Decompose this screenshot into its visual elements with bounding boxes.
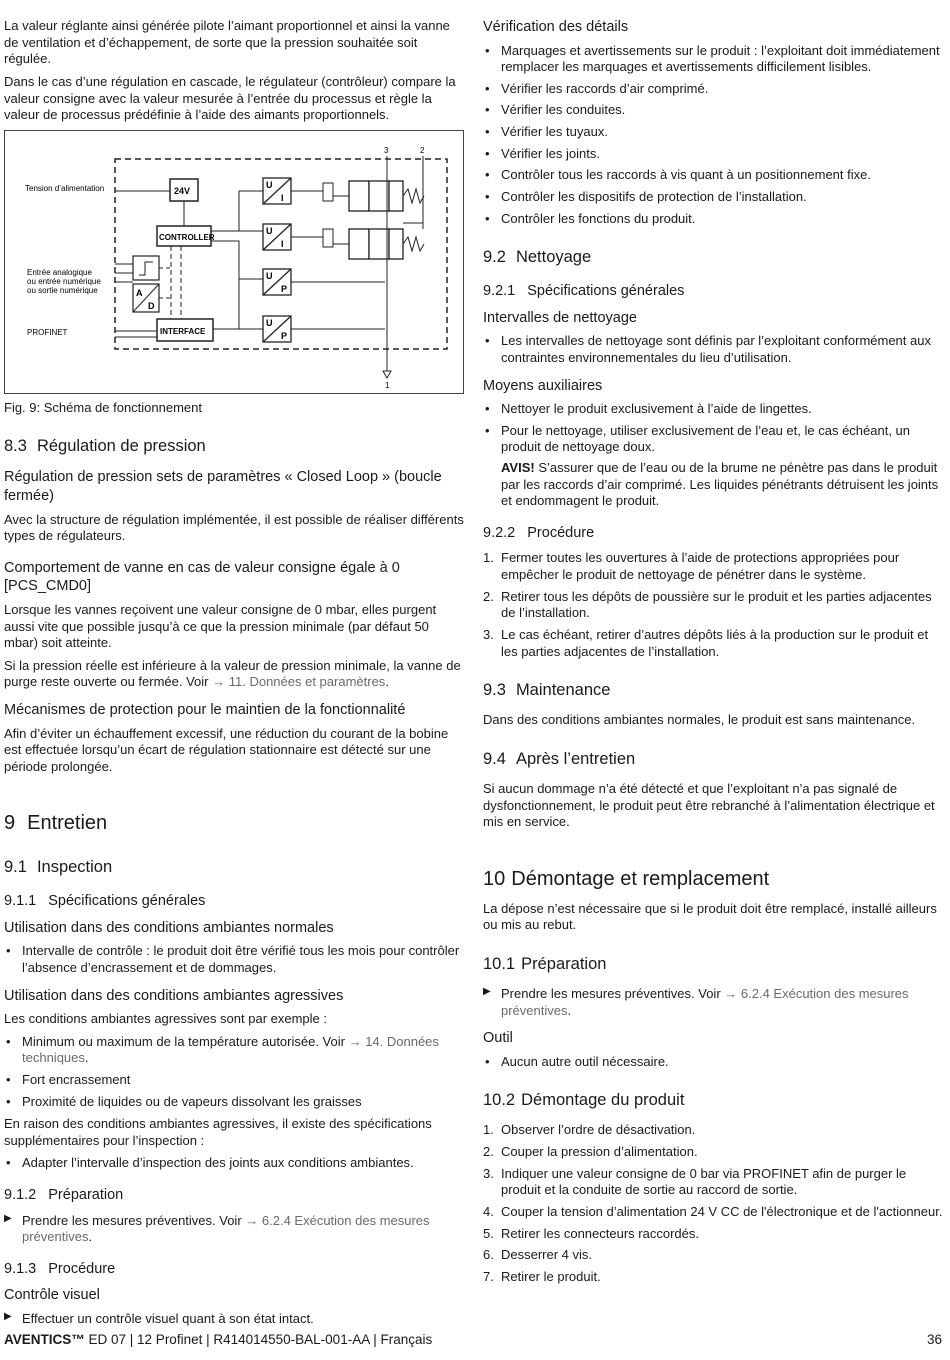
figure-caption: Fig. 9: Schéma de fonctionnement [4, 399, 203, 415]
heading-9-1-2: 9.1.2 Préparation [4, 1187, 124, 1204]
link-tech-data[interactable]: → 14. Données techniques [22, 1033, 439, 1066]
heading-clean-interval: Intervalles de nettoyage [483, 309, 637, 326]
svg-text:U: U [266, 270, 273, 281]
paragraph: Les conditions ambiantes agressives sont par exemple : [4, 1011, 328, 1027]
page-footer [4, 1331, 942, 1348]
heading-9-1: 9.1 Inspection [4, 858, 113, 877]
paragraph: Lorsque les vannes reçoivent une valeur consigne de 0 mbar, elles purgent aussi vite que possible jusqu’à ce que la pression minimale (par défaut 50 mbar) soit atteinte. [4, 601, 437, 651]
link-data-params[interactable]: → 11. Données et paramètres [212, 674, 386, 690]
list-item: • Vérifier les joints. [483, 146, 945, 163]
heading-verification: Vérification des détails [483, 19, 629, 35]
paragraph: Afin d’éviter un échauffement excessif, une réduction du courant de la bobine est effectuée lorsqu’un écart de régulation stationnaire est détecté sur une période prolongée. [4, 725, 449, 774]
paragraph: Avec la structure de régulation implémentée, il est possible de réaliser différents types de régulateurs. [4, 511, 464, 544]
heading-10-1: 10.1 Préparation [483, 954, 607, 973]
paragraph: En raison des conditions ambiantes agressives, il existe des spécifications supplémentaires pour l’inspection : [4, 1116, 432, 1148]
list-item: 4. Couper la tension d’alimentation 24 V CC de l'électronique et de l'actionneur. [483, 1203, 943, 1219]
paragraph: La valeur réglante ainsi générée pilote l’aimant proportionnel et ainsi la vanne de ventilation et d’échappement, de sorte que la pression souhaitée soit régulée. [4, 18, 450, 67]
heading-aids: Moyens auxiliaires [483, 377, 603, 394]
heading-10-2: 10.2 Démontage du produit [483, 1091, 685, 1110]
list-item: • Nettoyer le produit exclusivement à l’aide de lingettes. [483, 401, 945, 418]
list-item: • Contrôler les fonctions du produit. [483, 211, 945, 228]
port-3: 3 [384, 145, 389, 155]
function-diagram [4, 130, 464, 394]
port-2: 2 [420, 145, 425, 155]
heading-9-2-1: 9.2.1 Spécifications générales [483, 283, 685, 300]
port-1: 1 [385, 380, 390, 390]
heading-9-3: 9.3 Maintenance [483, 681, 611, 700]
page-number: 36 [926, 1332, 942, 1347]
label-analog-1: Entrée analogique [27, 267, 92, 277]
action-item: ▶ Prendre les mesures préventives. Voir → 6.2.4 Exécution des mesures préventives. [4, 1213, 464, 1246]
label-power-supply: Tension d’alimentation [25, 183, 105, 193]
list-item: • Proximité de liquides ou de vapeurs dissolvant les graisses [4, 1094, 464, 1111]
ad-d: D [148, 300, 155, 311]
svg-text:I: I [281, 238, 284, 249]
list-item: 2. Retirer tous les dépôts de poussière sur le produit et les parties adjacentes de l’installation. [483, 588, 932, 621]
paragraph: Dans le cas d’une régulation en cascade, le régulateur (contrôleur) compare la valeur consigne avec la valeur mesurée à l’entrée du processus et règle la valeur de processus prédéfinie à l’aide des aimants proportionnels. [4, 73, 456, 123]
heading-9-2: 9.2 Nettoyage [483, 248, 592, 267]
heading-visual: Contrôle visuel [4, 1287, 100, 1304]
label-analog-3: ou sortie numérique [27, 285, 98, 295]
list-item: • Les intervalles de nettoyage sont définis par l’exploitant conformément aux contraintes environnementales du lieu d’utilisation. [483, 333, 945, 366]
block-24v: 24V [174, 185, 191, 196]
list-item: 6. Desserrer 4 vis. [483, 1247, 593, 1263]
list-item: 3. Indiquer une valeur consigne de 0 bar via PROFINET afin de purger le produit et la conduite de sortie au raccord de sortie. [483, 1165, 907, 1198]
heading-closed-loop: Régulation de pression sets de paramètres « Closed Loop » (boucle fermée) [4, 469, 442, 505]
heading-protection: Mécanismes de protection pour le maintien de la fonctionnalité [4, 702, 406, 719]
brand-name: AVENTICS™ [4, 1332, 85, 1347]
link-preventive[interactable]: → 6.2.4 Exécution des mesures préventives [22, 1212, 430, 1245]
list-item: 2. Couper la pression d’alimentation. [483, 1144, 698, 1160]
footer-text: ED 07 | 12 Profinet | R414014550-BAL-001-AA | Français [84, 1332, 433, 1347]
heading-9-2-2: 9.2.2 Procédure [483, 524, 595, 541]
svg-text:P: P [281, 283, 288, 294]
list-item: • Adapter l’intervalle d’inspection des joints aux conditions ambiantes. [4, 1155, 464, 1172]
left-column [4, 18, 464, 1334]
list-item: • Contrôler tous les raccords à vis quant à un positionnement fixe. [483, 167, 945, 184]
svg-text:U: U [266, 179, 273, 190]
ad-a: A [136, 287, 143, 298]
list-item: • Contrôler les dispositifs de protection de l’installation. [483, 189, 945, 206]
list-item: • Fort encrassement [4, 1072, 464, 1089]
svg-text:U: U [266, 225, 273, 236]
label-profinet: PROFINET [27, 327, 68, 337]
list-item: 3. Le cas échéant, retirer d’autres dépôts liés à la production sur le produit et les parties adjacentes de l’installation. [483, 626, 929, 659]
paragraph: La dépose n’est nécessaire que si le produit doit être remplacé, installé ailleurs ou mis au rebut. [483, 900, 937, 933]
svg-text:P: P [281, 330, 288, 341]
list-item: 7. Retirer le produit. [483, 1268, 601, 1284]
paragraph: Si la pression réelle est inférieure à la valeur de pression minimale, la vanne de purge reste ouverte ou fermée. Voir → 11. Données et paramètres. [4, 657, 461, 690]
list-item: • Vérifier les raccords d’air comprimé. [483, 81, 945, 98]
svg-text:I: I [281, 192, 284, 203]
label-analog-2: ou entrée numérique [27, 276, 101, 286]
svg-text:U: U [266, 317, 273, 328]
list-item: • Minimum ou maximum de la température autorisée. Voir → 14. Données techniques. [4, 1034, 464, 1067]
heading-valve-behavior: Comportement de vanne en cas de valeur consigne égale à 0 [PCS_CMD0] [4, 559, 400, 595]
notice-label: AVIS! [501, 460, 535, 476]
block-interface: INTERFACE [160, 326, 206, 336]
heading-9-4: 9.4 Après l’entretien [483, 749, 636, 768]
heading-9: 9 Entretien [4, 812, 108, 835]
right-column [483, 18, 945, 1291]
list-item: • Vérifier les conduites. [483, 102, 945, 119]
paragraph: Dans des conditions ambiantes normales, le produit est sans maintenance. [483, 712, 916, 728]
list-item: • Intervalle de contrôle : le produit doit être vérifié tous les mois pour contrôler l’absence d’encrassement et de dommages. [4, 943, 464, 976]
heading-9-1-1: 9.1.1 Spécifications générales [4, 893, 206, 910]
heading-8-3: 8.3 Régulation de pression [4, 437, 206, 456]
list-item: 1. Observer l’ordre de désactivation. [483, 1122, 696, 1138]
list-item: • Marquages et avertissements sur le produit : l’exploitant doit immédiatement remplacer les marquages et avertissements difficilement lisibles. [483, 43, 945, 76]
notice: AVIS! S’assurer que de l’eau ou de la brume ne pénètre pas dans le produit par les raccords d’air comprimé. Les liquides pénétrants détruisent les joints et endommagent le produit. [501, 460, 939, 509]
heading-normal: Utilisation dans des conditions ambiantes normales [4, 919, 334, 936]
block-controller: CONTROLLER [159, 232, 215, 242]
link-preventive[interactable]: → 6.2.4 Exécution des mesures préventives [501, 985, 909, 1018]
heading-aggressive: Utilisation dans des conditions ambiantes agressives [4, 987, 344, 1004]
heading-tool: Outil [483, 1030, 513, 1047]
heading-9-1-3: 9.1.3 Procédure [4, 1260, 116, 1277]
list-item: • Pour le nettoyage, utiliser exclusivement de l’eau et, le cas échéant, un produit de nettoyage doux. AVIS! S’assurer que de l’eau ou de la brume ne pénètre pas dans le produit par les raccords d’air comprimé. Les liquides pénétrants détruisent les joints et endommagent le produit. [483, 423, 945, 510]
list-item: 1. Fermer toutes les ouvertures à l’aide de protections appropriées pour empêcher le produit de nettoyage de pénétrer dans le système. [483, 550, 900, 583]
heading-10: 10 Démontage et remplacement [483, 867, 770, 890]
action-item: ▶ Effectuer un contrôle visuel quant à son état intact. [4, 1311, 464, 1328]
action-item: ▶ Prendre les mesures préventives. Voir → 6.2.4 Exécution des mesures préventives. [483, 986, 945, 1019]
paragraph: Si aucun dommage n’a été détecté et que l’exploitant n’a pas signalé de dysfonctionnement, le produit peut être rebranché à l’alimentation électrique et mis en service. [483, 781, 935, 830]
list-item: • Aucun autre outil nécessaire. [483, 1054, 945, 1071]
list-item: • Vérifier les tuyaux. [483, 124, 945, 141]
list-item: 5. Retirer les connecteurs raccordés. [483, 1225, 699, 1241]
